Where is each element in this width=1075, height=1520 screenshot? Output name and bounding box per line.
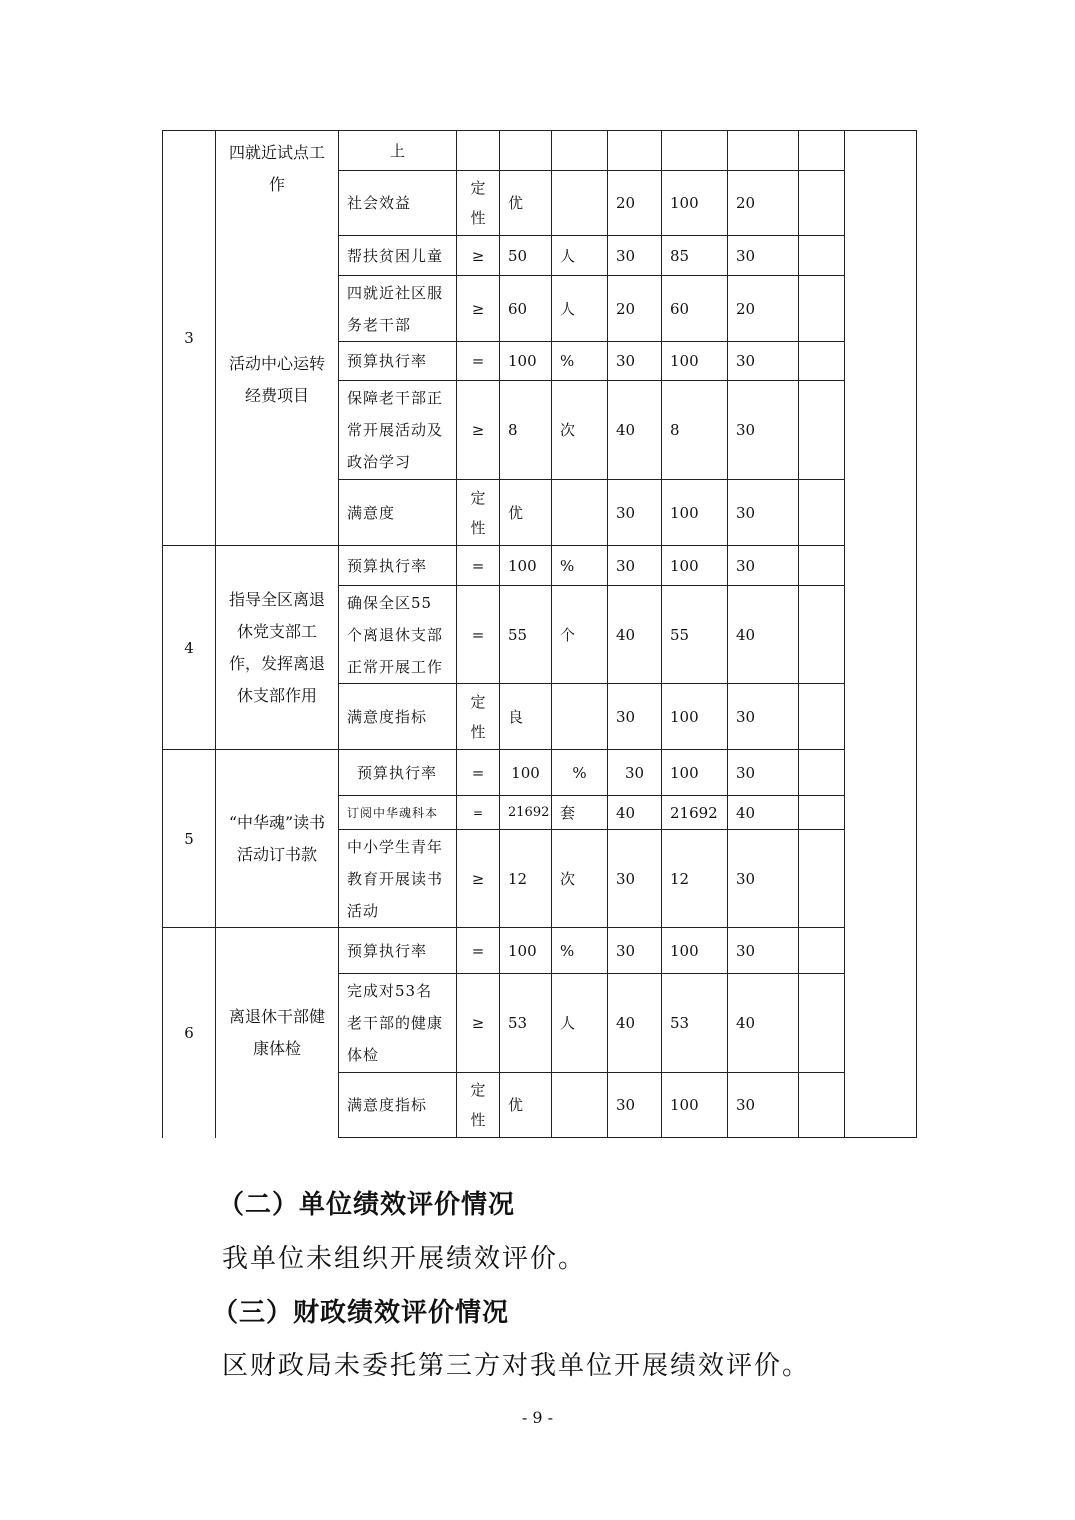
project-name-cell: 指导全区离退休党支部工作，发挥离退休支部作用: [216, 546, 339, 750]
indicator-cell: 预算执行率: [339, 342, 457, 381]
weight-cell: 30: [608, 684, 662, 750]
score-cell: 30: [728, 381, 799, 480]
actual-cell: 85: [662, 236, 728, 276]
actual-cell: 100: [662, 684, 728, 750]
unit-cell: %: [552, 750, 608, 796]
weight-cell: 30: [608, 546, 662, 586]
unit-cell: 套: [552, 796, 608, 830]
target-cell: 优: [500, 480, 552, 546]
target-cell: 100: [500, 342, 552, 381]
table-row: [163, 750, 917, 796]
section-2-heading: （二）单位绩效评价情况: [218, 1190, 516, 1220]
weight-cell: 20: [608, 276, 662, 342]
target-cell: 53: [500, 974, 552, 1073]
weight-cell: 30: [608, 342, 662, 381]
actual-cell: 100: [662, 546, 728, 586]
actual-cell: 100: [662, 171, 728, 236]
actual-cell: 60: [662, 276, 728, 342]
section-2-body: 我单位未组织开展绩效评价。: [222, 1244, 587, 1274]
indicator-cell: 确保全区55个离退休支部正常开展工作: [339, 586, 457, 684]
weight-cell: 30: [608, 830, 662, 928]
target-cell: 8: [500, 381, 552, 480]
indicator-cell: 满意度指标: [339, 684, 457, 750]
actual-cell: 100: [662, 750, 728, 796]
score-cell: 40: [728, 796, 799, 830]
weight-cell: 30: [608, 1073, 662, 1138]
target-cell: 100: [500, 928, 552, 974]
operator-cell: =: [457, 586, 500, 684]
indicator-cell: 四就近社区服务老干部: [339, 276, 457, 342]
weight-cell: 30: [608, 236, 662, 276]
score-cell: 30: [728, 546, 799, 586]
operator-cell: =: [457, 750, 500, 796]
indicator-cell: 满意度: [339, 480, 457, 546]
weight-cell: 30: [608, 480, 662, 546]
score-cell: 30: [728, 684, 799, 750]
indicator-cell: 帮扶贫困儿童: [339, 236, 457, 276]
indicator-cell: 预算执行率: [339, 546, 457, 586]
target-cell: 良: [500, 684, 552, 750]
target-cell: 60: [500, 276, 552, 342]
operator-cell: 定性: [457, 1073, 500, 1138]
operator-cell: ≥: [457, 830, 500, 928]
operator-cell: 定性: [457, 480, 500, 546]
score-cell: 30: [728, 342, 799, 381]
unit-cell: %: [552, 342, 608, 381]
seq-number: 3: [184, 329, 194, 347]
operator-cell: ≥: [457, 236, 500, 276]
table-row: [163, 928, 917, 974]
actual-cell: 21692: [662, 796, 728, 830]
indicator-cell: 中小学生青年教育开展读书活动: [339, 830, 457, 928]
actual-cell: 12: [662, 830, 728, 928]
unit-cell: [552, 684, 608, 750]
score-cell: 30: [728, 928, 799, 974]
score-cell: 30: [728, 1073, 799, 1138]
unit-cell: 人: [552, 276, 608, 342]
project-name-cell: “中华魂”读书活动订书款: [216, 750, 339, 928]
unit-cell: 次: [552, 830, 608, 928]
target-cell: 优: [500, 171, 552, 236]
operator-cell: 定性: [457, 684, 500, 750]
unit-cell: 人: [552, 236, 608, 276]
indicator-cell: 预算执行率: [339, 928, 457, 974]
target-cell: 55: [500, 586, 552, 684]
actual-cell: 53: [662, 974, 728, 1073]
target-cell: 21692: [500, 796, 552, 830]
indicator-cell: 订阅中华魂科本: [339, 796, 457, 830]
weight-cell: 40: [608, 796, 662, 830]
score-cell: 30: [728, 830, 799, 928]
score-cell: 30: [728, 750, 799, 796]
actual-cell: 8: [662, 381, 728, 480]
unit-cell: %: [552, 546, 608, 586]
weight-cell: 30: [608, 750, 662, 796]
table-row: [163, 342, 917, 381]
target-cell: 12: [500, 830, 552, 928]
actual-cell: 55: [662, 586, 728, 684]
weight-cell: 40: [608, 586, 662, 684]
section-3-body: 区财政局未委托第三方对我单位开展绩效评价。: [222, 1351, 811, 1381]
unit-cell: %: [552, 928, 608, 974]
indicator-cell: 满意度指标: [339, 1073, 457, 1138]
actual-cell: 100: [662, 928, 728, 974]
section-3-heading: （三）财政绩效评价情况: [212, 1298, 510, 1328]
weight-cell: 40: [608, 974, 662, 1073]
weight-cell: 40: [608, 381, 662, 480]
operator-cell: =: [457, 342, 500, 381]
weight-cell: 30: [608, 928, 662, 974]
seq-cell-3: [163, 131, 216, 546]
score-cell: 20: [728, 276, 799, 342]
score-cell: 40: [728, 586, 799, 684]
score-cell: 30: [728, 480, 799, 546]
operator-cell: ≥: [457, 974, 500, 1073]
unit-cell: [552, 171, 608, 236]
operator-cell: =: [457, 546, 500, 586]
table-row: [163, 131, 917, 171]
target-cell: 50: [500, 236, 552, 276]
indicator-cell: 完成对53名老干部的健康体检: [339, 974, 457, 1073]
unit-cell: 次: [552, 381, 608, 480]
indicator-cell: 上: [339, 131, 457, 171]
table-row: [163, 546, 917, 586]
weight-cell: 20: [608, 171, 662, 236]
target-cell: 优: [500, 1073, 552, 1138]
actual-cell: 100: [662, 480, 728, 546]
page-number: - 9 -: [521, 1408, 554, 1427]
operator-cell: ≥: [457, 276, 500, 342]
target-cell: 100: [500, 750, 552, 796]
score-cell: 20: [728, 171, 799, 236]
unit-cell: [552, 1073, 608, 1138]
seq-cell-5: 5: [163, 750, 216, 928]
indicator-cell: 保障老干部正常开展活动及政治学习: [339, 381, 457, 480]
performance-table: [162, 130, 917, 1138]
project-name-cell: 活动中心运转经费项目: [216, 342, 339, 546]
project-name-cell: 四就近试点工作: [216, 131, 339, 342]
operator-cell: ≥: [457, 381, 500, 480]
seq-cell-6: 6: [163, 928, 216, 1138]
target-cell: 100: [500, 546, 552, 586]
actual-cell: 100: [662, 1073, 728, 1138]
unit-cell: 个: [552, 586, 608, 684]
project-name-cell: 离退休干部健康体检: [216, 928, 339, 1138]
score-cell: 30: [728, 236, 799, 276]
actual-cell: 100: [662, 342, 728, 381]
unit-cell: [552, 480, 608, 546]
seq-cell-4: 4: [163, 546, 216, 750]
unit-cell: 人: [552, 974, 608, 1073]
indicator-cell: 预算执行率: [339, 750, 457, 796]
score-cell: 40: [728, 974, 799, 1073]
indicator-cell: 社会效益: [339, 171, 457, 236]
operator-cell: =: [457, 928, 500, 974]
operator-cell: =: [457, 796, 500, 830]
operator-cell: 定性: [457, 171, 500, 236]
